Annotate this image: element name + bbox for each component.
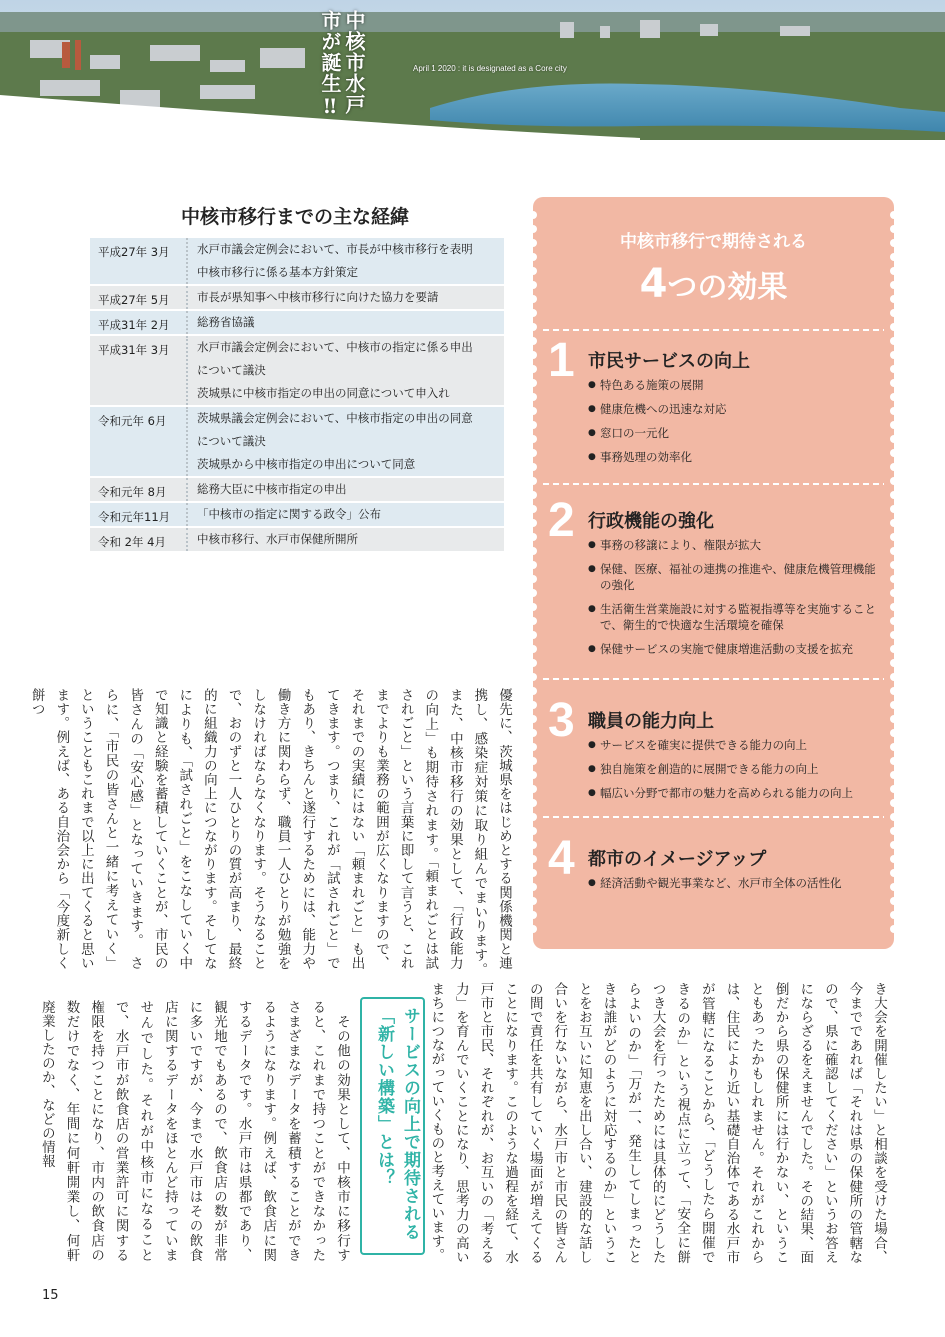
effects-card (533, 197, 894, 949)
hero-title: 中核市水戸市が誕生‼ (318, 10, 366, 119)
timeline-event: 茨城県から中核市指定の申出について同意 (197, 457, 416, 471)
effect-item: ● サービスを確実に提供できる能力の向上 (588, 737, 883, 753)
timeline-events (186, 503, 504, 526)
timeline-date: 令和元年11月 (98, 510, 171, 524)
body-text-left: 優先に、茨城県をはじめとする関係機関と連携し、感染症対策に取り組んでまいります。 また、中核市移行の効果として、「行政能力の向上」も期待されます。「頼まれごとは試されごと」という言葉に即して言うと、これまでよりも業務の範囲が広くなりますので、それまでの実績にはない「頼まれごと」も出てきます。つまり、これが「試されごと」でもあり、きちんと遂行するためには、能力や働き方に関わらず、職員一人ひとりが勉強をしなければならなくなります。そうなることで、おのずと一人ひとりの質が高まり、最終的に組織力の向上につながります。そしてなによりも、「試されごと」をこなしていく中で知識と経験を蓄積していくことが、市民の皆さんの「安心感」となっていきます。 さらに、「市民の皆さんと一緒に考えていく」ということもこれまで以上に出てくると思います。例えば、ある自治会から「今度新しく餅つ (28, 688, 512, 984)
timeline-event: 水戸市議会定例会において、中核市の指定に係る申出 (197, 340, 473, 354)
effect-title: 職員の能力向上 (588, 711, 714, 732)
timeline-event: 総務省協議 (197, 315, 255, 329)
timeline-date: 平成27年 3月 (98, 245, 170, 259)
timeline-events (186, 478, 504, 501)
timeline-event: 総務大臣に中核市指定の申出 (197, 482, 347, 496)
effect-items (588, 875, 883, 899)
effect-items (588, 537, 883, 665)
callout-box (360, 997, 425, 1255)
timeline-row (90, 407, 504, 478)
effect-number: 2 (548, 494, 575, 547)
timeline-event: 茨城県に中核市指定の申出の同意について申入れ (197, 386, 450, 400)
timeline-date: 令和元年 6月 (98, 414, 167, 428)
effect-item: ● 健康危機への迅速な対応 (588, 401, 883, 417)
effect-number: 3 (548, 694, 575, 747)
page-number: 15 (42, 1288, 59, 1303)
timeline-events (186, 311, 504, 334)
timeline-event: について議決 (197, 363, 266, 377)
effect-item: ● 保健、医療、福祉の連携の推進や、健康危機管理機能の強化 (588, 561, 883, 593)
timeline-events (186, 407, 504, 476)
timeline-row (90, 478, 504, 503)
effect-number: 1 (548, 334, 575, 387)
effect-title: 都市のイメージアップ (588, 849, 767, 870)
effect-item: ● 事務処理の効率化 (588, 449, 883, 465)
effect-items (588, 377, 883, 473)
timeline-event: について議決 (197, 434, 266, 448)
timeline-row (90, 336, 504, 407)
timeline-title: 中核市移行までの主な経緯 (180, 206, 409, 228)
effect-item: ● 事務の移譲により、権限が拡大 (588, 537, 883, 553)
effect-item: ● 幅広い分野で都市の魅力を高められる能力の向上 (588, 785, 883, 801)
timeline-events (186, 528, 504, 551)
effect-item: ● 特色ある施策の展開 (588, 377, 883, 393)
timeline-event: 中核市移行、水戸市保健所開所 (197, 532, 358, 546)
effect-title: 行政機能の強化 (588, 511, 714, 532)
effects-heading (533, 261, 894, 307)
body-text-right-top: き大会を開催したい」と相談を受けた場合、今までであれば「それは県の保健所の管轄なので、県に確認してください」というお答えにならざるをえませんでした。その結果、面倒だから県の保健所には行かない、ということもあったかもしれません。それがこれからは、住民により近い基礎自治体である水戸市が管轄になることから、「どうしたら開催できるのか」という視点に立って、「安全に餅つき大会を行ったためには具体的にどうしたらよいのか」「万が一、発生してしまったときは誰がどのように対応するのか」ということをお互いに知恵を出し合い、建設的な話し合いを行ないながら、水戸市と市民の皆さんの間で責任を共有していく場面が増えてくることになります。このような過程を経て、水戸市と市民、それぞれが、お互いの「考える力」を育んでいくことになり、思考力の高いまちにつながっていくものと考えています。 (428, 982, 887, 1264)
effects-heading-rest: つの効果 (667, 270, 788, 305)
timeline-row (90, 238, 504, 286)
timeline-row (90, 311, 504, 336)
effect-item: ● 保健サービスの実施で健康増進活動の支援を拡充 (588, 641, 883, 657)
timeline-event: 市長が県知事へ中核市移行に向けた協力を要請 (197, 290, 439, 304)
effect-item: ● 独自施策を創造的に展開できる能力の向上 (588, 761, 883, 777)
timeline-date: 平成31年 3月 (98, 343, 170, 357)
body-text-right-bottom: その他の効果として、中核市に移行すると、これまで持つことができなかったさまざまなデータを蓄積することができるようになります。例えば、飲食店に関するデータです。水戸市は県都であり、観光地でもあるので、飲食店の数が非常に多いですが、今まで水戸市はその飲食店に関するデータをほとんど持っていませんでした。それが中核市になることで、水戸市が飲食店の営業許可に関する権限を持つことになり、市内の飲食店の数だけでなく、年間に何軒開業し、何軒廃業したのか、などの情報 (38, 1000, 350, 1262)
timeline-events (186, 336, 504, 405)
timeline-date: 平成27年 5月 (98, 293, 170, 307)
effect-number: 4 (548, 832, 575, 885)
callout-title: サービスの向上で期待される「新しい構築」とは？ (374, 1007, 420, 1241)
timeline-date: 平成31年 2月 (98, 318, 170, 332)
timeline-event: 茨城県議会定例会において、中核市指定の申出の同意 (197, 411, 473, 425)
effect-item: ● 生活衛生営業施設に対する監視指導等を実施することで、衛生的で快適な生活環境を確保 (588, 601, 883, 633)
effects-subtitle: 中核市移行で期待される (620, 232, 807, 252)
timeline-event: 水戸市議会定例会において、市長が中核市移行を表明 (197, 242, 473, 256)
timeline-date: 令和元年 8月 (98, 485, 167, 499)
timeline-row (90, 528, 504, 553)
timeline-event: 「中核市の指定に関する政令」公布 (197, 507, 381, 521)
effect-items (588, 737, 883, 809)
timeline-row (90, 286, 504, 311)
effects-count: 4 (639, 261, 668, 307)
timeline-row (90, 503, 504, 528)
timeline-event: 中核市移行に係る基本方針策定 (197, 265, 358, 279)
timeline-table (90, 238, 504, 553)
effect-item: ● 窓口の一元化 (588, 425, 883, 441)
effect-item: ● 経済活動や観光事業など、水戸市全体の活性化 (588, 875, 883, 891)
timeline-date: 令和 2年 4月 (98, 535, 166, 549)
timeline-events (186, 238, 504, 284)
hero-photo (0, 0, 945, 140)
effect-title: 市民サービスの向上 (588, 351, 750, 372)
hero-subtitle: April 1 2020 : it is designated as a Core city (413, 64, 567, 73)
timeline-events (186, 286, 504, 309)
